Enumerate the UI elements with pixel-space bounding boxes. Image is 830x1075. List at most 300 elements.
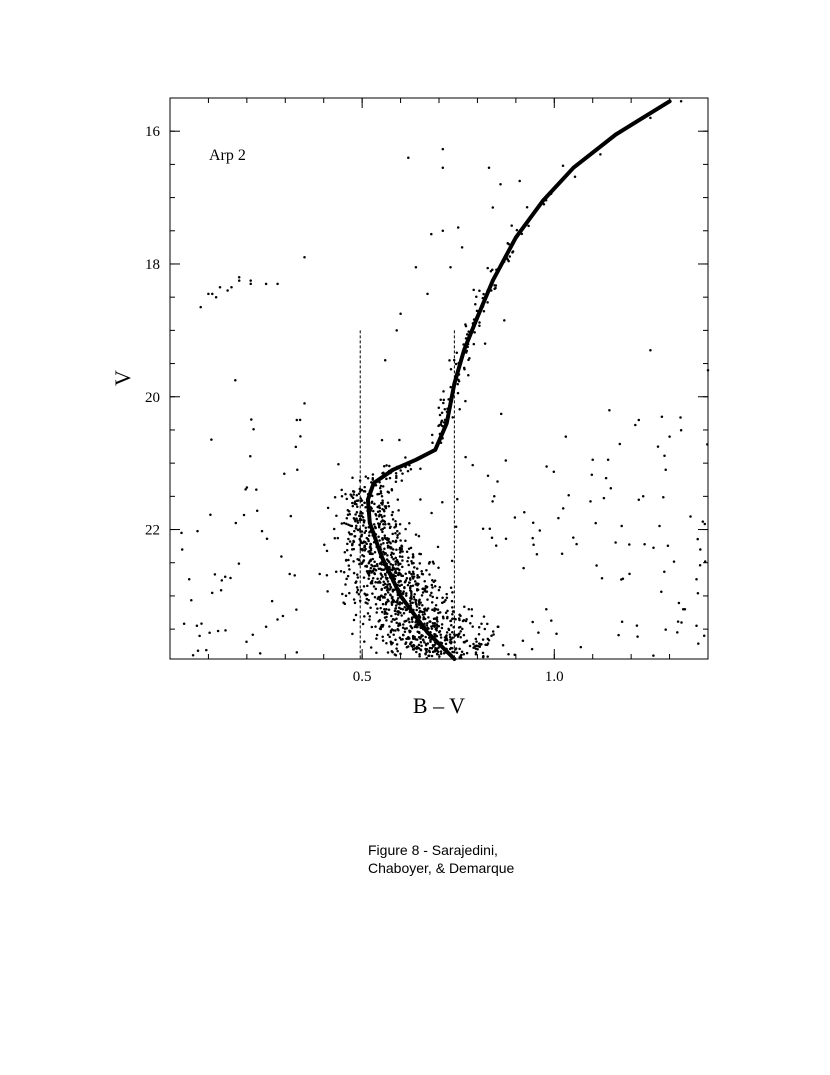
star-point (459, 626, 462, 629)
major-ticks (170, 98, 708, 659)
star-point (449, 266, 452, 269)
star-point (660, 591, 663, 594)
star-point (382, 523, 385, 526)
star-point (365, 475, 368, 478)
star-point (450, 368, 453, 371)
star-point (516, 229, 519, 232)
star-point (486, 655, 489, 658)
star-point (620, 525, 623, 528)
star-point (303, 402, 306, 405)
star-point (423, 641, 426, 644)
star-point (384, 573, 387, 576)
star-point (353, 572, 356, 575)
star-point (383, 612, 386, 615)
star-point (503, 319, 506, 322)
star-point (386, 537, 389, 540)
star-point (478, 626, 481, 629)
star-point (663, 454, 666, 457)
star-point (365, 543, 368, 546)
star-point (448, 359, 451, 362)
star-point (420, 553, 423, 556)
star-point (395, 601, 398, 604)
star-point (337, 463, 340, 466)
star-point (386, 587, 389, 590)
star-point (296, 419, 299, 422)
star-point (282, 615, 285, 618)
star-point (348, 510, 351, 513)
star-point (378, 504, 381, 507)
star-point (348, 568, 351, 571)
star-point (364, 601, 367, 604)
star-point (608, 409, 611, 412)
star-point (372, 477, 375, 480)
star-point (505, 538, 508, 541)
star-point (440, 650, 443, 653)
star-point (591, 459, 594, 462)
star-point (361, 499, 364, 502)
star-point (415, 533, 418, 536)
y-axis-title: V (110, 370, 135, 386)
star-point (335, 514, 338, 517)
star-point (478, 321, 481, 324)
star-point (561, 553, 564, 556)
star-point (379, 619, 382, 622)
star-point (390, 615, 393, 618)
star-point (252, 428, 255, 431)
star-point (401, 559, 404, 562)
star-point (381, 516, 384, 519)
star-point (412, 644, 415, 647)
star-point (411, 601, 414, 604)
star-point (207, 293, 210, 296)
star-point (413, 593, 416, 596)
x-tick-label: 0.5 (352, 669, 372, 685)
star-point (505, 459, 508, 462)
star-point (464, 400, 467, 403)
star-point (454, 618, 457, 621)
star-point (369, 546, 372, 549)
star-point (395, 604, 398, 607)
star-point (493, 495, 496, 498)
star-point (545, 608, 548, 611)
star-point (415, 266, 418, 269)
star-point (391, 604, 394, 607)
star-point (381, 531, 384, 534)
star-point (370, 564, 373, 567)
star-point (680, 621, 683, 624)
star-point (346, 517, 349, 520)
star-point (293, 574, 296, 577)
star-point (394, 575, 397, 578)
star-point (423, 613, 426, 616)
star-point (395, 654, 398, 657)
star-point (395, 475, 398, 478)
star-point (429, 594, 432, 597)
star-point (340, 570, 343, 573)
star-point (215, 296, 218, 299)
star-point (422, 573, 425, 576)
star-point (436, 625, 439, 628)
star-point (352, 493, 355, 496)
star-point (352, 560, 355, 563)
star-point (397, 509, 400, 512)
star-point (458, 632, 461, 635)
star-point (416, 645, 419, 648)
star-point (526, 206, 529, 209)
star-point (265, 283, 268, 286)
star-point (435, 608, 438, 611)
star-point (376, 578, 379, 581)
star-point (410, 626, 413, 629)
star-point (390, 641, 393, 644)
star-point (415, 624, 418, 627)
star-point (634, 424, 637, 427)
star-point (335, 571, 338, 574)
star-point (381, 499, 384, 502)
star-point (444, 599, 447, 602)
star-point (397, 574, 400, 577)
star-point (363, 555, 366, 558)
star-point (430, 512, 433, 515)
star-point (431, 579, 434, 582)
star-point (664, 628, 667, 631)
star-point (381, 495, 384, 498)
star-point (390, 620, 393, 623)
star-point (416, 605, 419, 608)
star-point (406, 560, 409, 563)
star-point (451, 631, 454, 634)
star-point (406, 550, 409, 553)
star-point (375, 514, 378, 517)
star-point (601, 577, 604, 580)
star-point (408, 581, 411, 584)
star-point (250, 418, 253, 421)
star-point (420, 645, 423, 648)
star-point (451, 560, 454, 563)
star-point (539, 529, 542, 532)
star-point (440, 652, 443, 655)
star-point (396, 559, 399, 562)
star-point (487, 642, 490, 645)
star-point (537, 631, 540, 634)
star-point (475, 640, 478, 643)
star-point (385, 619, 388, 622)
star-point (354, 581, 357, 584)
star-point (404, 580, 407, 583)
star-point (396, 530, 399, 533)
star-point (389, 542, 392, 545)
star-point (394, 557, 397, 560)
star-point (421, 634, 424, 637)
star-point (390, 563, 393, 566)
star-point (382, 639, 385, 642)
star-point (619, 443, 622, 446)
star-point (704, 523, 707, 526)
star-point (357, 576, 360, 579)
star-point (365, 527, 368, 530)
star-point (482, 293, 485, 296)
star-point (478, 642, 481, 645)
x-axis-title: B – V (412, 693, 466, 718)
isochrone-curve (368, 101, 670, 659)
star-point (398, 548, 401, 551)
star-point (416, 588, 419, 591)
star-point (299, 419, 302, 422)
star-point (381, 575, 384, 578)
star-point (344, 603, 347, 606)
star-point (589, 500, 592, 503)
star-point (361, 504, 364, 507)
star-point (410, 594, 413, 597)
star-point (446, 639, 449, 642)
star-point (386, 577, 389, 580)
star-point (327, 507, 330, 510)
star-point (363, 501, 366, 504)
star-point (351, 548, 354, 551)
star-point (438, 631, 441, 634)
star-points (180, 100, 709, 660)
star-point (430, 592, 433, 595)
star-point (416, 584, 419, 587)
star-point (395, 549, 398, 552)
star-point (303, 256, 306, 259)
star-point (367, 599, 370, 602)
star-point (499, 183, 502, 186)
star-point (414, 580, 417, 583)
star-point (418, 644, 421, 647)
star-point (368, 562, 371, 565)
star-point (450, 642, 453, 645)
star-point (471, 625, 474, 628)
star-point (437, 650, 440, 653)
star-point (492, 630, 495, 633)
panel-label: Arp 2 (209, 147, 246, 164)
star-point (403, 586, 406, 589)
star-point (636, 624, 639, 627)
star-point (431, 586, 434, 589)
star-point (471, 464, 474, 467)
star-point (478, 633, 481, 636)
star-point (399, 469, 402, 472)
star-point (390, 547, 393, 550)
star-point (413, 598, 416, 601)
star-point (259, 652, 262, 655)
star-point (363, 490, 366, 493)
star-point (704, 560, 707, 563)
star-point (372, 577, 375, 580)
star-point (434, 624, 437, 627)
star-point (408, 571, 411, 574)
star-point (424, 607, 427, 610)
star-point (334, 496, 337, 499)
star-point (318, 573, 321, 576)
star-point (502, 644, 505, 647)
y-tick-label: 18 (145, 256, 160, 273)
star-point (591, 473, 594, 476)
star-point (441, 501, 444, 504)
star-point (426, 586, 429, 589)
star-point (353, 535, 356, 538)
star-point (354, 602, 357, 605)
star-point (678, 602, 681, 605)
star-point (198, 635, 201, 638)
star-point (368, 574, 371, 577)
star-point (375, 588, 378, 591)
tick-labels (145, 124, 564, 685)
star-point (373, 503, 376, 506)
star-point (459, 630, 462, 633)
star-point (399, 580, 402, 583)
star-point (296, 651, 299, 654)
star-point (475, 651, 478, 654)
star-point (394, 563, 397, 566)
star-point (389, 583, 392, 586)
star-point (491, 537, 494, 540)
star-point (351, 502, 354, 505)
star-point (649, 117, 652, 120)
star-point (408, 522, 411, 525)
star-point (439, 414, 442, 417)
star-point (386, 554, 389, 557)
cmd-plot (145, 98, 709, 685)
star-point (337, 537, 340, 540)
star-point (472, 647, 475, 650)
star-point (416, 626, 419, 629)
star-point (334, 537, 337, 540)
star-point (642, 495, 645, 498)
star-point (412, 648, 415, 651)
star-point (411, 621, 414, 624)
star-point (380, 595, 383, 598)
star-point (402, 593, 405, 596)
star-point (381, 636, 384, 639)
star-point (344, 493, 347, 496)
star-point (557, 517, 560, 520)
star-point (423, 611, 426, 614)
star-point (230, 286, 233, 289)
star-point (369, 570, 372, 573)
star-point (280, 555, 283, 558)
star-point (462, 620, 465, 623)
star-point (439, 634, 442, 637)
star-point (346, 549, 349, 552)
star-point (451, 613, 454, 616)
star-point (399, 539, 402, 542)
star-point (382, 603, 385, 606)
star-point (346, 498, 349, 501)
star-point (476, 648, 479, 651)
caption-line-1: Figure 8 - Sarajedini, (368, 842, 498, 858)
star-point (418, 576, 421, 579)
star-point (404, 456, 407, 459)
star-point (383, 547, 386, 550)
star-point (395, 472, 398, 475)
star-point (449, 636, 452, 639)
star-point (245, 640, 248, 643)
star-point (487, 474, 490, 477)
star-point (438, 655, 441, 658)
star-point (429, 651, 432, 654)
star-point (349, 513, 352, 516)
star-point (392, 633, 395, 636)
star-point (283, 472, 286, 475)
star-point (358, 593, 361, 596)
star-point (397, 625, 400, 628)
star-point (447, 628, 450, 631)
star-point (419, 562, 422, 565)
star-point (356, 494, 359, 497)
star-point (401, 566, 404, 569)
star-point (444, 639, 447, 642)
star-point (376, 565, 379, 568)
star-point (357, 589, 360, 592)
star-point (424, 648, 427, 651)
star-point (451, 591, 454, 594)
star-point (407, 584, 410, 587)
star-point (377, 535, 380, 538)
star-point (238, 276, 241, 279)
star-point (387, 501, 390, 504)
star-point (385, 464, 388, 467)
star-point (445, 612, 448, 615)
star-point (495, 544, 498, 547)
star-point (349, 533, 352, 536)
star-point (205, 649, 208, 652)
star-point (420, 649, 423, 652)
star-point (446, 597, 449, 600)
star-point (406, 577, 409, 580)
star-point (439, 398, 442, 401)
star-point (391, 556, 394, 559)
star-point (183, 623, 186, 626)
star-point (603, 497, 606, 500)
star-point (390, 643, 393, 646)
star-point (490, 270, 493, 273)
star-point (374, 573, 377, 576)
star-point (421, 604, 424, 607)
star-point (451, 647, 454, 650)
star-point (510, 224, 513, 227)
star-point (684, 608, 687, 611)
star-point (482, 652, 485, 655)
star-point (507, 260, 510, 263)
star-point (628, 543, 631, 546)
star-point (451, 651, 454, 654)
star-point (621, 621, 624, 624)
star-point (707, 369, 710, 372)
star-point (493, 288, 496, 291)
star-point (427, 607, 430, 610)
star-point (628, 573, 631, 576)
star-point (425, 569, 428, 572)
star-point (380, 628, 383, 631)
star-point (431, 441, 434, 444)
star-point (468, 608, 471, 611)
star-point (475, 296, 478, 299)
star-point (370, 567, 373, 570)
star-point (388, 608, 391, 611)
star-point (518, 180, 521, 183)
star-point (367, 477, 370, 480)
star-point (397, 498, 400, 501)
star-point (456, 634, 459, 637)
star-point (431, 608, 434, 611)
star-point (436, 597, 439, 600)
star-point (449, 620, 452, 623)
star-point (482, 528, 485, 531)
star-point (409, 602, 412, 605)
star-point (390, 586, 393, 589)
